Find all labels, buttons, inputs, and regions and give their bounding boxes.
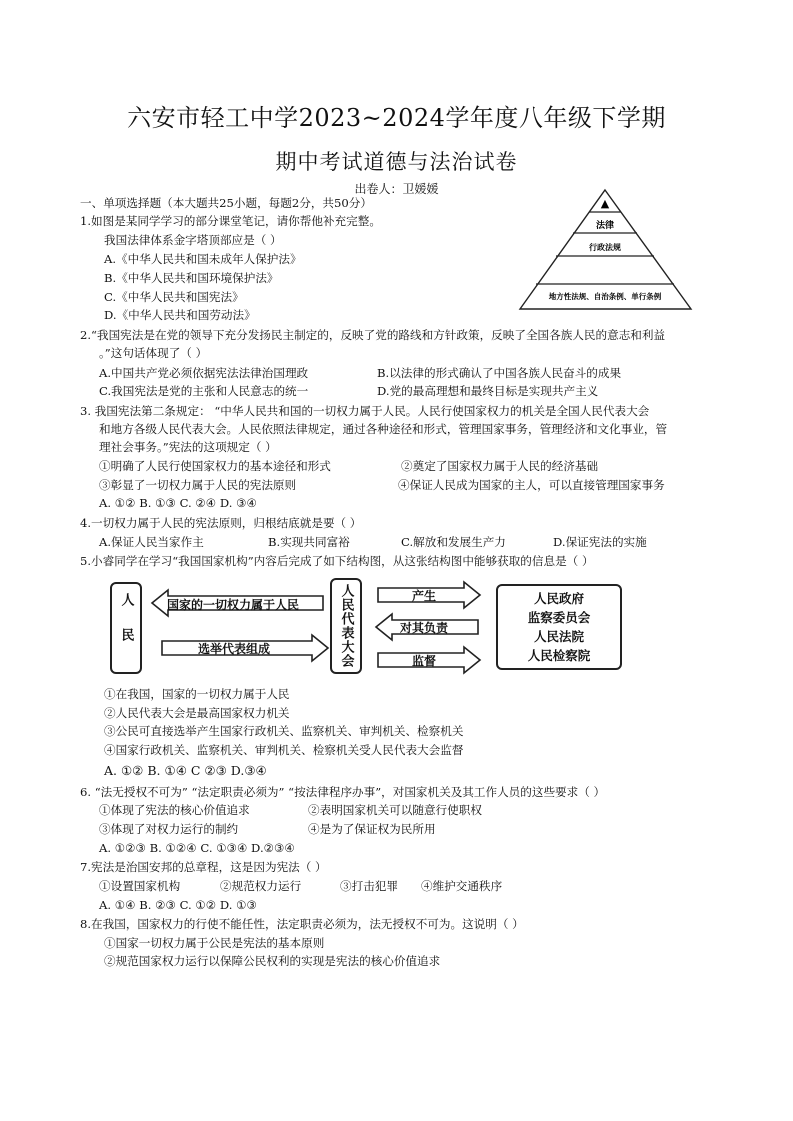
q3-item-1: ①明确了人民行使国家权力的基本途径和形式: [99, 459, 331, 473]
arrow-label-supervise: 监督: [412, 654, 437, 668]
q3-stem-line2: 和地方各级人民代表大会。人民依照法律规定，通过各种途径和形式，管理国家事务，管理经济和文化事业，管: [99, 422, 668, 436]
q6-stem: 6. “法无授权不可为” “法定职责必须为” “按法律程序办事”，对国家机关及其工作人员的这些要求（ ）: [80, 785, 606, 799]
pyramid-level-local: 地方性法规、自治条例、单行条例: [548, 292, 662, 301]
q7-item-4: ④维护交通秩序: [421, 879, 503, 893]
q3-stem-line3: 理社会事务。”宪法的这项规定（ ）: [99, 440, 277, 454]
q2-stem: 2.“我国宪法是在党的领导下充分发扬民主制定的，反映了党的路线和方针政策，反映了全国各族人民的意志和利益: [80, 328, 666, 342]
q6-item-4: ④是为了保证权为民所用: [308, 822, 436, 836]
diagram-congress-box: [330, 578, 362, 674]
q7-item-3: ③打击犯罪: [340, 879, 398, 893]
q7-options: A. ①④ B. ②③ C. ①② D. ①③: [99, 898, 257, 912]
q2-stem-cont: 。”这句话体现了（ ）: [99, 346, 208, 360]
q6-item-2: ②表明国家机关可以随意行使职权: [308, 803, 482, 817]
author-line: 出卷人：卫媛媛: [354, 182, 439, 196]
q6-item-1: ①体现了宪法的核心价值追求: [99, 803, 250, 817]
q4-option-a: A.保证人民当家作主: [99, 535, 204, 549]
q3-options: A. ①② B. ①③ C. ②④ D. ③④: [99, 496, 257, 510]
arrow-label-responsible: 对其负责: [400, 621, 449, 635]
q8-item-2: ②规范国家权力运行以保障公民权利的实现是宪法的核心价值追求: [104, 954, 441, 968]
q2-option-a: A.中国共产党必须依据宪法法律治国理政: [99, 366, 309, 380]
q5-stem: 5.小睿同学在学习“我国国家机构”内容后完成了如下结构图，从这张结构图中能够获取的信息是（ ）: [80, 554, 594, 568]
q4-stem: 4.一切权力属于人民的宪法原则，归根结底就是要（ ）: [80, 516, 362, 530]
q8-item-1: ①国家一切权力属于公民是宪法的基本原则: [104, 936, 325, 950]
q7-item-1: ①设置国家机构: [99, 879, 181, 893]
q2-option-d: D.党的最高理想和最终目标是实现共产主义: [377, 384, 599, 398]
q1-option-b: B.《中华人民共和国环境保护法》: [104, 271, 279, 285]
q4-option-b: B.实现共同富裕: [268, 535, 350, 549]
q1-option-c: C.《中华人民共和国宪法》: [104, 290, 244, 304]
q4-option-c: C.解放和发展生产力: [401, 535, 506, 549]
pyramid-level-admin: 行政法规: [589, 242, 621, 252]
q3-item-3: ③彰显了一切权力属于人民的宪法原则: [99, 478, 297, 492]
organ-government: 人民政府: [533, 591, 584, 606]
q5-item-4: ④国家行政机关、监察机关、审判机关、检察机关受人民代表大会监督: [104, 743, 464, 757]
q5-item-1: ①在我国，国家的一切权力属于人民: [104, 687, 290, 701]
exam-subtitle: 期中考试道德与法治试卷: [275, 150, 518, 174]
arrow-label-elect: 选举代表组成: [198, 642, 271, 656]
q6-options: A. ①②③ B. ①②④ C. ①③④ D.②③④: [99, 841, 295, 855]
q6-item-3: ③体现了对权力运行的制约: [99, 822, 239, 836]
q3-item-2: ②奠定了国家权力属于人民的经济基础: [401, 459, 599, 473]
pyramid-top-triangle: ▲: [600, 197, 610, 210]
q1-option-d: D.《中华人民共和国劳动法》: [104, 308, 256, 322]
diagram-congress-label: 人民代表大会: [338, 584, 354, 668]
organ-procuratorate: 人民检察院: [527, 648, 591, 663]
q2-option-c: C.我国宪法是党的主张和人民意志的统一: [99, 384, 309, 398]
q8-stem: 8.在我国，国家权力的行使不能任性，法定职责必须为，法无授权不可为。这说明（ ）: [80, 917, 524, 931]
exam-title: 六安市轻工中学2023~2024学年度八年级下学期: [127, 104, 666, 132]
diagram-organs-box: [496, 584, 622, 670]
q7-item-2: ②规范权力运行: [220, 879, 302, 893]
q3-item-4: ④保证人民成为国家的主人，可以直接管理国家事务: [398, 478, 665, 492]
q2-option-b: B.以法律的形式确认了中国各族人民奋斗的成果: [377, 366, 622, 380]
arrow-label-produce: 产生: [412, 589, 437, 603]
organ-supervisory: 监察委员会: [527, 610, 591, 625]
pyramid-level-law: 法律: [595, 221, 615, 231]
q5-item-3: ③公民可直接选举产生国家行政机关、监察机关、审判机关、检察机关: [104, 724, 464, 738]
q1-prompt: 我国法律体系金字塔顶部应是（ ）: [104, 233, 282, 247]
arrow-label-power-belongs: 国家的一切权力属于人民: [167, 598, 300, 612]
q5-options: A. ①② B. ①④ C ②③ D.③④: [104, 763, 267, 778]
section-heading: 一、单项选择题（本大题共25小题，每题2分，共50分）: [80, 196, 372, 210]
diagram-people-label: 人民: [118, 593, 134, 663]
q7-stem: 7.宪法是治国安邦的总章程，这是因为宪法（ ）: [80, 860, 327, 874]
q4-option-d: D.保证宪法的实施: [553, 535, 647, 549]
q1-stem: 1.如图是某同学学习的部分课堂笔记，请你帮他补充完整。: [80, 214, 381, 228]
diagram-people-box: [110, 582, 142, 674]
q1-option-a: A.《中华人民共和国未成年人保护法》: [104, 252, 302, 266]
q5-item-2: ②人民代表大会是最高国家权力机关: [104, 706, 290, 720]
law-pyramid-figure: [518, 188, 693, 311]
q3-stem: 3. 我国宪法第二条规定： “中华人民共和国的一切权力属于人民。人民行使国家权力的机关是全国人民代表大会: [80, 404, 650, 418]
organ-court: 人民法院: [533, 629, 584, 644]
